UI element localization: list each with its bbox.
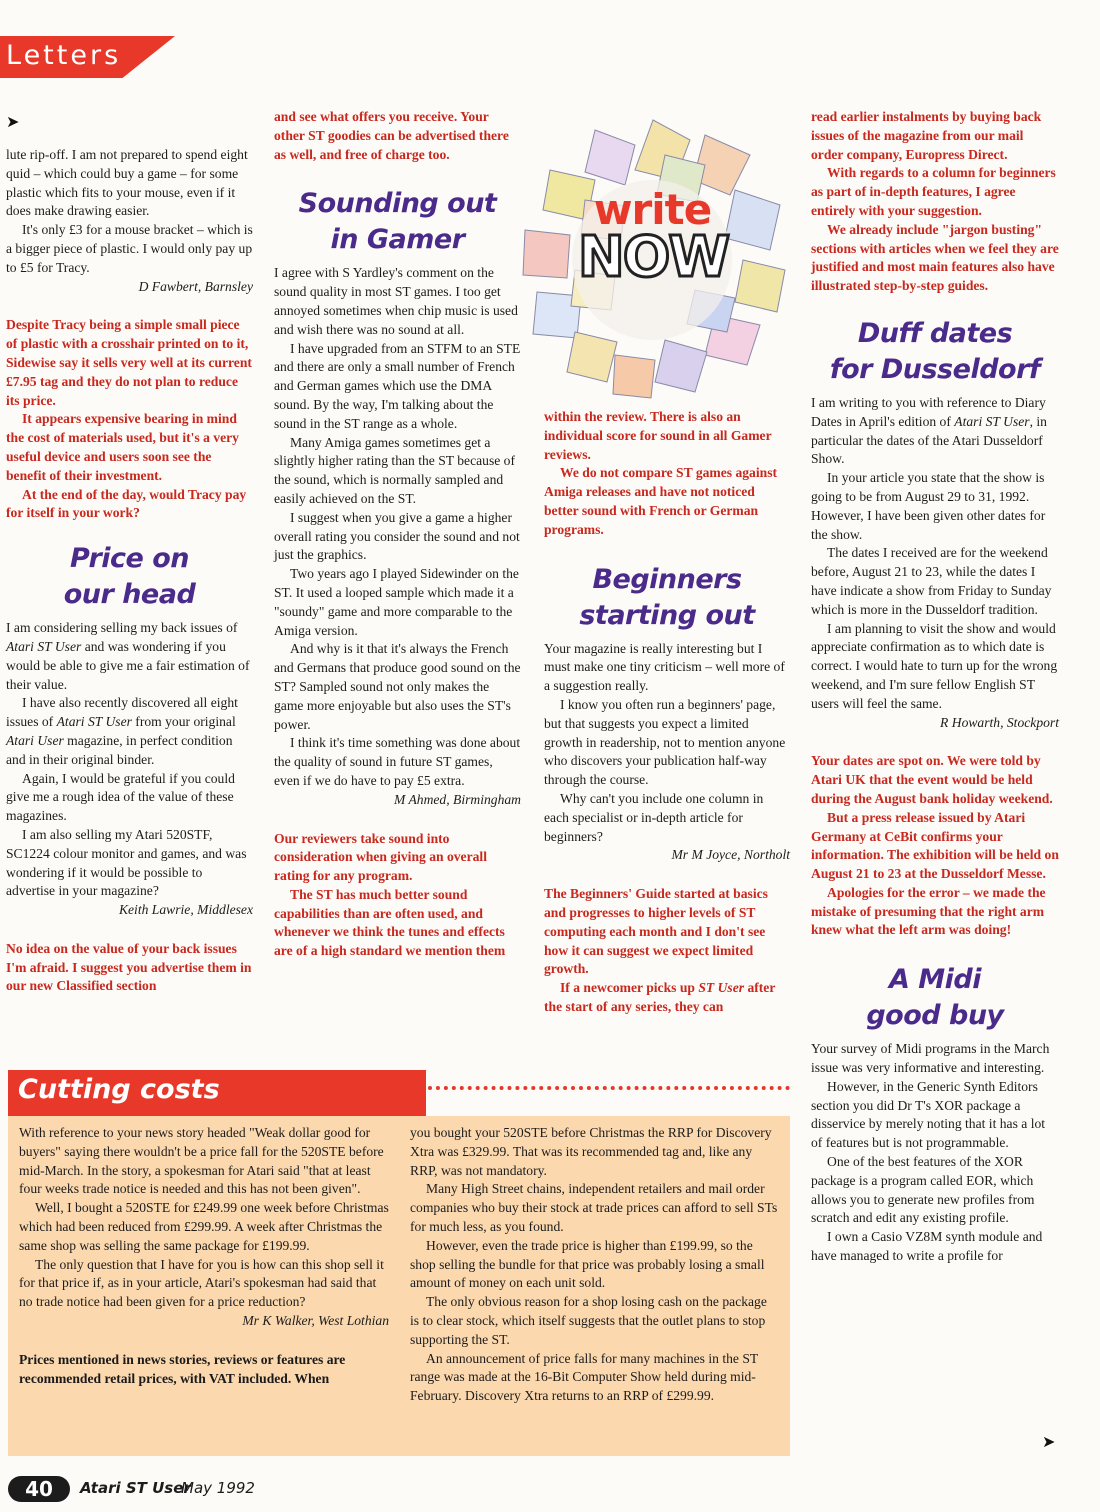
letter-text: However, in the Generic Synth Editors section you did Dr T's XOR package a disservice by merely noting that it has a lot of features but is not programmable. (811, 1078, 1046, 1151)
letter-text: And why is it that it's always the French and Germans that produce good sound on the ST? Sampled sound not only makes the game more enjoyable but also uses the ST's power. (274, 641, 521, 732)
editor-reply (6, 316, 253, 523)
reply-text: It appears expensive bearing in mind the cost of materials used, but it's a very useful device and users soon see the benefit of their investment. (6, 411, 239, 483)
letter-signature: Mr M Joyce, Northolt (671, 847, 790, 863)
letter-text: One of the best features of the XOR package is a program called EOR, which allows you to generate new profiles from scratch and edit any existing profile. (811, 1154, 1035, 1226)
reply-text: you bought your 520STE before Christmas the RRP for Discovery Xtra was £329.99. That was its recommended tag and, like any RRP, was not mandatory. (410, 1125, 772, 1178)
reply-text: Prices mentioned in news stories, reviews or features are recommended retail prices, with VAT included. When (19, 1351, 346, 1386)
letter-text: I own a Casio VZ8M synth module and have managed to write a profile for (811, 1229, 1043, 1264)
letter-text: The dates I received are for the weekend before, August 21 to 23, while the dates I have indicate a show from Friday to Sunday which is more in the Dusseldorf tradition. (811, 545, 1052, 617)
arrow-right-icon: ➤ (1042, 1432, 1056, 1451)
letter-text: Well, I bought a 520STE for £249.99 one week before Christmas which had been reduced from £299.99. A week after Christmas the same shop was selling the same package for £199.99. (19, 1200, 389, 1253)
letter-text: Your survey of Midi programs in the March issue was very informative and interesting. (811, 1041, 1050, 1076)
dotted-rule (428, 1086, 790, 1096)
reply-text: We do not compare ST games against Amiga releases and have not noticed better sound with French or German programs. (544, 465, 778, 537)
letter-text: I know you often run a beginners' page, but that suggests you expect a limited growth in readership, not to mention anyone who discovers your publication half-way through the course. (544, 696, 786, 788)
letter-text: I am writing to you with reference to Diary Dates in April's edition of Atari ST User, in particular the dates of the Atari Dusseldorf Show. (811, 394, 1047, 467)
letter-text: Many Amiga games sometimes get a slightly higher rating than the ST because of the sound, which is normally sampled and easily achieved on the ST. (274, 434, 515, 506)
letter-text: I agree with S Yardley's comment on the sound quality in most ST games. I too get annoyed sometimes when chip music is used and wish there was no sound at all. (274, 265, 518, 337)
reply-text: But a press release issued by Atari Germany at CeBit confirms your information. The exhibition will be held on August 21 to 23 at the Dusseldorf Messe. (811, 809, 1059, 882)
cutting-costs-column-1 (19, 1124, 389, 1388)
reply-text: The only obvious reason for a shop losing cash on the package is to clear stock, which itself suggests that the outlet plans to stop supporting the ST. (410, 1294, 767, 1347)
editor-reply (274, 830, 521, 962)
reply-text: Despite Tracy being a simple small piece of plastic with a crosshair printed on to it, Sidewise say it sells very well at its current £7.95 tag and they do not plan to reduce its price. (6, 317, 252, 408)
column-3 (544, 408, 790, 1017)
editor-reply (544, 408, 790, 540)
reply-text: The Beginners' Guide started at basics and progresses to higher levels of ST computing each month and I don't see how it can suggest we expect limited growth. (544, 886, 768, 977)
reply-text: No idea on the value of your back issues I'm afraid. I suggest you advertise them in our new Classified section (6, 940, 252, 994)
letter-signature: M Ahmed, Birmingham (394, 791, 521, 807)
letter-heading: A Midi good buy (866, 964, 1004, 1032)
reply-text: If a newcomer picks up ST User after the start of any series, they can (544, 980, 776, 1014)
letter-signature: D Fawbert, Barnsley (138, 278, 253, 294)
letter-text: I have also recently discovered all eight issues of Atari ST User from your original Atari User magazine, in perfect condition and in their original binder. (6, 695, 238, 767)
letter-heading: Duff dates for Dusseldorf (829, 317, 1041, 385)
cutting-costs-title: Cutting costs (18, 1074, 220, 1105)
page-number: 40 (8, 1476, 70, 1502)
letter-text: With reference to your news story headed "Weak dollar good for buyers" saying there wouldn't be a price fall for the 520STE before mid-March. In the story, a spokesman for Atari said "that at least four weeks trade notice is needed and this has not been given". (19, 1125, 384, 1197)
reply-text: An announcement of price falls for many machines in the ST range was made at the 16-Bit Computer Show held during mid-February. Discovery Xtra returns to an RRP of £299.99. (410, 1350, 758, 1404)
letter-text: Again, I would be grateful if you could give me a rough idea of the value of these magazines. (6, 770, 235, 824)
editor-reply (274, 108, 521, 164)
reply-text: Many High Street chains, independent retailers and mail order companies who buy their stock at trade prices can afford to sell STs for much less, as you found. (410, 1181, 778, 1234)
reply-text: We already include "jargon busting" sections with articles when we feel they are justified and most main features also have illustrated step-by-step guides. (811, 221, 1059, 294)
letter-text: I am planning to visit the show and would appreciate confirmation as to which date is correct. I would hate to turn up for the wrong weekend, and I'm sure fellow English ST users will feel the same. (811, 620, 1058, 711)
letter-heading: Beginners starting out (579, 563, 755, 631)
reply-text: However, even the trade price is higher than £199.99, so the shop selling the bundle for that price was probably losing a small amount of money on each unit sold. (410, 1237, 765, 1291)
letter-text: Two years ago I played Sidewinder on the ST. It used a looped sample which made it a "soundy" game and more comparable to the Amiga version. (274, 566, 519, 638)
section-tab-label: Letters (6, 40, 122, 71)
magazine-name: Atari ST User (80, 1479, 191, 1497)
column-4 (811, 108, 1059, 1266)
reply-text: read earlier instalments by buying back issues of the magazine from our mail order company, Europress Direct. (811, 109, 1042, 162)
letter-text: In your article you state that the show is going to be from August 29 to 31, 1992. However, I have been given other dates for the show. (811, 470, 1046, 542)
reply-text: Apologies for the error – we made the mistake of presuming that the right arm knew what the left arm was doing! (811, 884, 1046, 938)
letter-signature: R Howarth, Stockport (940, 714, 1059, 730)
reply-text: With regards to a column for beginners as part of in-depth features, I agree entirely with your suggestion. (811, 165, 1056, 218)
reply-text: The ST has much better sound capabilities than are often used, and whenever we think the tunes and effects are of a high standard we mention them (274, 886, 506, 959)
reply-text: and see what offers you receive. Your other ST goodies can be advertised there as well, and free of charge too. (274, 109, 509, 162)
letter-text: Your magazine is really interesting but I must make one tiny criticism – well more of a suggestion really. (544, 640, 785, 694)
letter-text: I have upgraded from an STFM to an STE and there are only a small number of French and German games which use the DMA sound. By the way, I'm talking about the sound in the ST range as a whole. (274, 340, 521, 431)
cutting-costs-column-2 (410, 1124, 778, 1406)
letter-text: It's only £3 for a mouse bracket – which is a bigger piece of plastic. I would only pay up to £5 for Tracy. (6, 222, 253, 275)
write-now-word-now: NOW (577, 225, 729, 290)
letter-text: I think it's time something was done about the quality of sound in future ST games, even if we do have to pay £5 extra. (274, 735, 521, 788)
editor-reply (544, 885, 790, 1017)
column-1 (6, 146, 253, 996)
column-2 (274, 108, 521, 961)
letter-signature: Keith Lawrie, Middlesex (118, 902, 253, 918)
arrow-right-icon: ➤ (6, 112, 20, 131)
reply-text: within the review. There is also an individual score for sound in all Gamer reviews. (544, 409, 772, 462)
editor-reply (811, 108, 1059, 296)
letter-text: I am also selling my Atari 520STF, SC1224 colour monitor and games, and was wondering if it would be possible to advertise in your magazine? (6, 826, 247, 899)
write-now-word-write: write (593, 185, 712, 234)
letter-heading: Sounding out in Gamer (298, 188, 497, 256)
reply-text: Our reviewers take sound into consideration when giving an overall rating for any program. (274, 830, 487, 884)
letter-text: I am considering selling my back issues of Atari ST User and was wondering if you would be able to give me a fair estimation of their value. (6, 620, 250, 692)
editor-reply (6, 940, 253, 996)
issue-date: May 1992 (181, 1479, 255, 1497)
reply-text: At the end of the day, would Tracy pay for itself in your work? (6, 486, 247, 521)
letter-signature: Mr K Walker, West Lothian (242, 1312, 389, 1328)
letter-text: The only question that I have for you is how can this shop sell it for that price if, as in your article, Atari's spokesman had said that no trade notice had been given for a price reduction? (19, 1256, 384, 1310)
letter-heading: Price on our head (63, 543, 196, 611)
letter-text: I suggest when you give a game a higher overall rating you consider the sound and not just the graphics. (274, 509, 520, 563)
write-now-graphic (515, 110, 790, 400)
reply-text: Your dates are spot on. We were told by Atari UK that the event would be held during the August bank holiday weekend. (811, 753, 1053, 806)
editor-reply (811, 752, 1059, 940)
letter-text: lute rip-off. I am not prepared to spend eight quid – which could buy a game – for some plastic which fits to your mouse, even if it does make drawing easier. (6, 147, 248, 219)
letter-text: Why can't you include one column in each specialist or in-depth article for beginners? (544, 790, 764, 844)
